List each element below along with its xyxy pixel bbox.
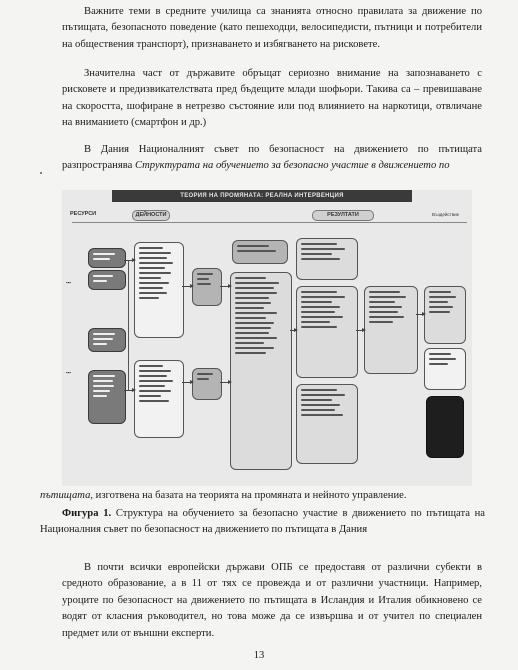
result-box-1 (232, 240, 288, 264)
connector-arrow (124, 390, 133, 391)
activity-box-3 (192, 268, 222, 306)
impact-box-1 (424, 286, 466, 344)
connector-arrow (182, 286, 191, 287)
connector-arrow (220, 286, 229, 287)
paragraph-europe: В почти всички европейски държави ОПБ се предоставя от различни субекти в средното образование, а в 11 от тях се провежда и от различни участници. Например, уроците по безопасност на движението по пътищата в Исландия и Италия обикновено се водят от класния ръководител, но това може да се извършва и от учител по специален предмет или от външни експерти. (62, 562, 482, 639)
activity-box-4 (192, 368, 222, 400)
side-label-1: ▪▪▪ (66, 280, 71, 285)
connector-arrow (290, 330, 295, 331)
header-activities: ДЕЙНОСТИ (132, 210, 170, 221)
result-box-2 (296, 238, 358, 280)
figure-source-text: изготвена на базата на теорията на промяната и нейното управление. (93, 490, 407, 501)
side-label-2: ▪▪▪ (66, 370, 71, 375)
paragraph-topics: Важните теми в средните училища са знанията относно правилата за движение по пътищата, безопасното поведение (като пешеходци, велосипедисти, пътници и потребители на обществения транспорт), признаването и избягването на рисковете. (62, 6, 482, 50)
activity-box-2 (134, 360, 184, 438)
figure-source-line (40, 488, 480, 504)
speck (40, 172, 42, 174)
resource-box-4 (88, 370, 126, 424)
resource-box-1 (88, 248, 126, 268)
figure-caption-label: Фигура 1. (62, 508, 112, 519)
result-box-4 (296, 384, 358, 464)
paragraph-denmark (62, 142, 482, 175)
activity-box-1 (134, 242, 184, 338)
header-rule (72, 222, 467, 223)
page-number: 13 (253, 650, 265, 661)
resource-box-2 (88, 270, 126, 290)
paragraph-denmark-text: В Дания Националният съвет по безопасност на движението по пътищата разпространява (62, 144, 482, 172)
result-box-3 (296, 286, 358, 378)
connector-arrow (416, 314, 423, 315)
header-results: РЕЗУЛТАТИ (312, 210, 374, 221)
impact-box-3 (426, 396, 464, 458)
header-resources: РЕСУРСИ (70, 211, 97, 217)
connector-arrow (182, 382, 191, 383)
paragraph-denmark-italic: Структурата на обучението за безопасно участие в движението по (134, 160, 450, 172)
connector-line (128, 260, 129, 390)
figure-title: ТЕОРИЯ НА ПРОМЯНАТА: РЕАЛНА ИНТЕРВЕНЦИЯ (112, 190, 412, 202)
connector-arrow (220, 382, 229, 383)
figure-caption-text: Структура на обучението за безопасно участие в движението по пътищата на Националния съвет по безопасност на движението по пътищата в Дания (40, 508, 486, 535)
figure-image (62, 190, 472, 486)
paragraph-risks: Значителна част от държавите обръщат сериозно внимание на запознаването с рисковете и предизвикателствата пред бъдещите млади шофьори. Такива са – превишаване на скоростта, шофиране в нетрезво състояние или под влиянието на наркотици, отвличане на вниманието (смартфон и др.) (62, 68, 482, 129)
figure-caption (40, 506, 485, 538)
figure-source-italic: пътищата, (40, 490, 94, 501)
impact-box-2 (424, 348, 466, 390)
result-box-5 (364, 286, 418, 374)
connector-arrow (356, 330, 363, 331)
result-column-short (230, 272, 292, 470)
header-effects: Въздействие (432, 212, 460, 217)
resource-box-3 (88, 328, 126, 352)
